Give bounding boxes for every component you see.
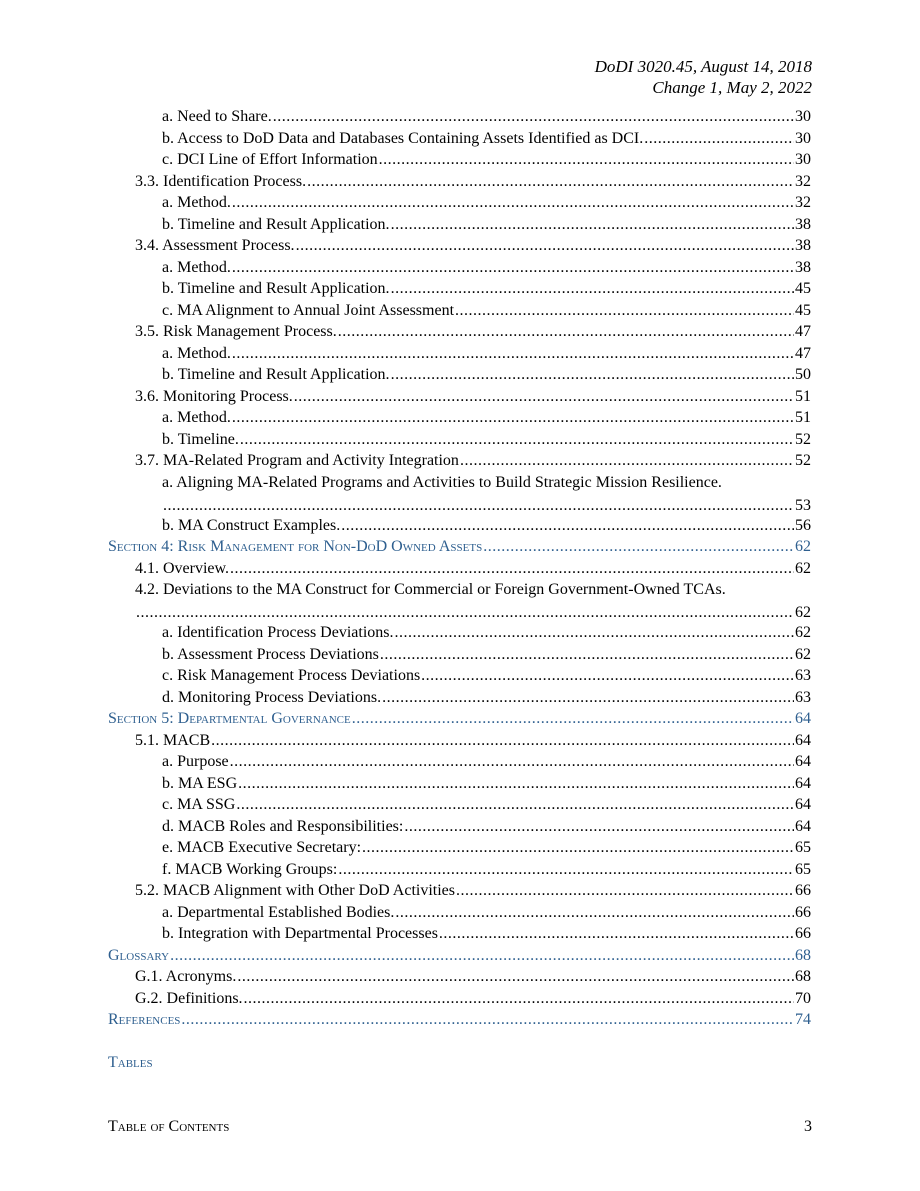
toc-page-number: 32 [795,194,811,211]
toc-dot-leader [362,839,794,857]
toc-page-number: 51 [795,409,811,426]
toc-dot-leader [456,882,794,900]
toc-entry-title: 5.2. MACB Alignment with Other DoD Activities [135,882,455,899]
toc-dot-leader [455,302,794,320]
toc-section-entry[interactable] [108,538,811,560]
toc-dot-leader [395,904,794,922]
toc-entry-title: a. Method. [162,344,231,362]
toc-page-number: 47 [795,344,811,362]
toc-page-number: 38 [795,237,811,254]
toc-entry-title: d. MACB Roles and Responsibilities: [162,817,404,835]
toc-entry-title: b. MA Construct Examples. [162,516,341,534]
toc-dot-leader [460,452,794,470]
toc-dot-leader [232,194,794,212]
toc-entry-title: b. Access to DoD Data and Databases Containing Assets Identified as DCI. [162,129,644,147]
toc-dot-leader [379,151,794,169]
toc-page-number: 70 [795,989,811,1007]
toc-page-number: 68 [795,968,811,985]
toc-entry-title: 3.7. MA-Related Program and Activity Integration [135,452,459,469]
toc-dot-leader [273,108,794,126]
toc-dot-leader [238,775,794,793]
toc-entry-title: c. MA Alignment to Annual Joint Assessment [162,301,455,319]
toc-entry-title: e. MACB Executive Secretary: [162,839,362,856]
toc-dot-leader [382,689,794,707]
page-footer [108,1118,812,1136]
toc-dot-leader [170,947,794,965]
toc-section-entry[interactable] [108,947,811,969]
toc-entry-title: References [108,1011,181,1028]
toc-dot-leader [232,259,794,277]
toc-entry[interactable] [108,990,811,1012]
toc-entry-title: a. Method. [162,194,231,211]
toc-entry[interactable] [108,775,811,797]
toc-entry-title: f. MACB Working Groups: [162,860,338,878]
toc-page-number: 32 [795,172,811,190]
toc-entry[interactable] [108,173,811,195]
toc-entry[interactable] [108,259,811,281]
toc-entry-title: a. Identification Process Deviations. [162,624,394,641]
toc-page-number: 62 [795,559,811,577]
toc-entry-title: G.1. Acronyms. [135,968,237,985]
footer-page-number: 3 [804,1118,812,1135]
toc-dot-leader [391,366,794,384]
toc-entry[interactable] [108,968,811,990]
toc-entry[interactable] [108,366,811,388]
toc-entry[interactable] [108,130,811,152]
toc-entry[interactable] [108,474,811,517]
toc-entry[interactable] [108,280,811,302]
toc-entry[interactable] [108,753,811,775]
toc-page-number: 52 [795,452,811,469]
toc-page-number: 63 [795,667,811,684]
toc-entry[interactable] [108,452,811,474]
toc-entry[interactable] [108,409,811,431]
toc-entry[interactable] [108,237,811,259]
toc-entry-title: 4.2. Deviations to the MA Construct for Commercial or Foreign Government-Owned TCAs. [135,581,726,598]
toc-entry-title: a. Need to Share. [162,108,272,125]
toc-entry-title: c. DCI Line of Effort Information [162,151,378,168]
toc-entry[interactable] [108,861,811,883]
toc-entry[interactable] [108,732,811,754]
header-doc-id: DoDI 3020.45, August 14, 2018 [594,57,812,76]
toc-page-number: 62 [795,645,811,663]
toc-dot-leader [230,753,794,771]
toc-entry[interactable] [108,667,811,689]
toc-page-number: 45 [795,301,811,319]
toc-dot-leader [294,388,794,406]
toc-entry-title: a. Aligning MA-Related Programs and Activities to Build Strategic Mission Resilience. [162,473,722,491]
toc-page-number: 65 [795,860,811,878]
toc-entry[interactable] [108,839,811,861]
toc-entry[interactable] [108,431,811,453]
toc-dot-leader [232,345,794,363]
toc-dot-leader [236,796,794,814]
toc-page-number: 38 [795,215,811,233]
toc-page-number: 56 [795,516,811,534]
toc-entry-title: b. MA ESG [162,774,238,792]
page-header [595,56,812,98]
toc-dot-leader [240,431,794,449]
toc-entry-title: b. Timeline and Result Application. [162,366,390,383]
footer-title: Table of Contents [108,1118,230,1135]
toc-dot-leader [483,538,794,556]
toc-entry-title: a. Departmental Established Bodies. [162,903,395,921]
toc-dot-leader [391,216,794,234]
toc-dot-leader [163,497,794,515]
toc-page-number: 30 [795,129,811,147]
toc-entry-title: a. Method. [162,409,231,426]
toc-entry-title: 4.1. Overview. [135,559,230,577]
toc-page-number: 64 [795,774,811,792]
toc-dot-leader [237,968,794,986]
toc-page-number: 63 [795,688,811,706]
toc-entry[interactable] [108,646,811,668]
toc-dot-leader [296,237,794,255]
toc-dot-leader [439,925,794,943]
toc-dot-leader [395,624,795,642]
toc-entry[interactable] [108,624,811,646]
toc-entry-title: b. Assessment Process Deviations [162,645,379,663]
toc-entry[interactable] [108,323,811,345]
toc-page-number: 65 [795,839,811,856]
toc-section-entry[interactable] [108,1011,811,1033]
toc-page-number: 30 [795,108,811,125]
toc-page-number: 64 [795,817,811,835]
toc-page-number: 66 [795,925,811,942]
toc-dot-leader [211,732,794,750]
toc-entry-title: Section 4: Risk Management for Non-DoD Owned Assets [108,538,483,555]
toc-entry-title: 5.1. MACB [135,731,211,749]
toc-page-number: 64 [795,710,811,727]
header-change: Change 1, May 2, 2022 [652,78,812,97]
toc-page-number: 47 [795,323,811,340]
toc-dot-leader [338,861,794,879]
toc-page-number: 53 [795,496,811,514]
toc-entry[interactable] [108,388,811,410]
toc-dot-leader [380,646,794,664]
toc-entry[interactable] [108,689,811,711]
toc-entry-title: Section 5: Departmental Governance [108,710,351,727]
toc-entry-title: c. Risk Management Process Deviations [162,667,421,684]
toc-dot-leader [421,667,794,685]
toc-dot-leader [644,130,794,148]
toc-entry[interactable] [108,904,811,926]
toc-dot-leader [391,280,794,298]
toc-dot-leader [181,1011,794,1029]
toc-entry[interactable] [108,925,811,947]
toc-page-number: 64 [795,796,811,813]
toc-page-number: 64 [795,753,811,770]
toc-entry[interactable] [108,882,811,904]
toc-dot-leader [230,560,794,578]
toc-entry-title: b. Timeline. [162,430,239,448]
toc-page-number: 52 [795,430,811,448]
toc-dot-leader [232,409,794,427]
toc-page-number: 30 [795,151,811,168]
toc-dot-leader [341,517,794,535]
toc-entry[interactable] [108,194,811,216]
toc-entry-title: b. Timeline and Result Application. [162,280,390,297]
toc-entry[interactable] [108,216,811,238]
toc-entry-title: d. Monitoring Process Deviations. [162,688,382,706]
toc-dot-leader [136,604,794,622]
toc-section-entry[interactable] [108,710,811,732]
toc-entry[interactable] [108,345,811,367]
toc-entry-title: b. Integration with Departmental Processes [162,925,438,942]
toc-page-number: 50 [795,366,811,383]
toc-dot-leader [338,323,794,341]
toc-page-number: 74 [795,1011,811,1028]
toc-dot-leader [404,818,794,836]
toc-entry-title: b. Timeline and Result Application. [162,215,390,233]
toc-dot-leader [307,173,794,191]
toc-entry[interactable] [108,581,811,624]
toc-entry-title: Glossary [108,946,170,964]
toc-entry-title: 3.4. Assessment Process. [135,237,295,254]
toc-page-number: 62 [795,624,811,641]
toc-dot-leader [244,990,794,1008]
toc-dot-leader [352,710,794,728]
tables-heading[interactable]: Tables [108,1054,153,1071]
toc-page-number: 38 [795,258,811,276]
toc-entry-title: a. Purpose [162,753,229,770]
toc-page-number: 62 [795,604,811,622]
toc-entry[interactable] [108,560,811,582]
toc-page-number: 66 [795,903,811,921]
toc-entry-title: G.2. Definitions. [135,989,243,1007]
toc-page-number: 45 [795,280,811,297]
toc-page-number: 68 [795,946,811,964]
toc-entry-title: 3.6. Monitoring Process. [135,387,293,405]
toc-entry[interactable] [108,151,811,173]
toc-entry[interactable] [108,302,811,324]
toc-entry-title: 3.5. Risk Management Process. [135,323,337,340]
table-of-contents [108,108,811,1033]
toc-page-number: 62 [795,538,811,555]
toc-entry-title: 3.3. Identification Process. [135,172,307,190]
toc-entry[interactable] [108,108,811,130]
toc-entry[interactable] [108,818,811,840]
toc-entry-title: c. MA SSG [162,796,236,813]
toc-page-number: 64 [795,731,811,749]
toc-entry-title: a. Method. [162,258,231,276]
toc-entry[interactable] [108,517,811,539]
toc-entry[interactable] [108,796,811,818]
toc-page-number: 66 [795,882,811,899]
toc-page-number: 51 [795,387,811,405]
